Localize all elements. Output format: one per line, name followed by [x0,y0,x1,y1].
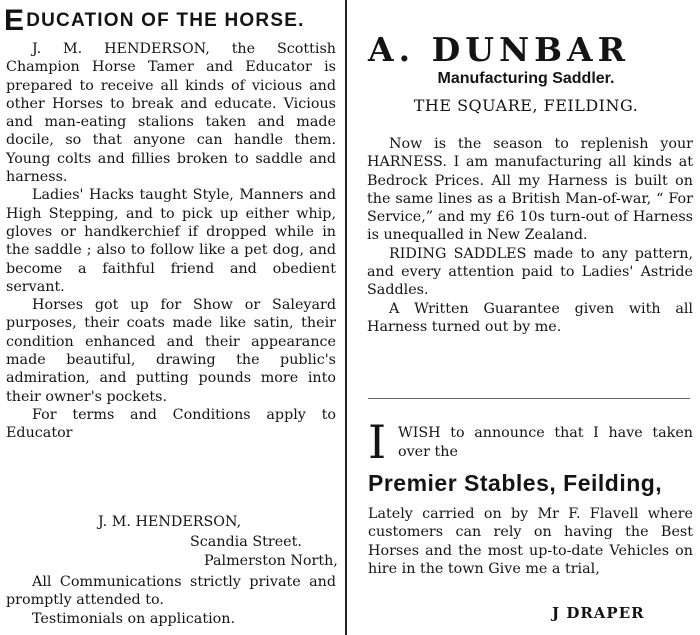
education-closing [6,573,336,628]
stables-headline: Premier Stables, Feilding, [368,470,663,496]
stables-body: Lately carried on by Mr F. Flavell where customers can rely on having the Best Horses and the most up-to-date Vehicles on hire in the town Give me a trial, [368,506,693,577]
dunbar-title: A. DUNBAR [368,30,631,69]
ad-separator [368,398,690,399]
education-para-3: Horses got up for Show or Saleyard purposes, their coats made like satin, their condition enhanced and their appearance made beautiful, drawing the public's admiration, and putting pounds more into their owner's pockets. [6,297,336,405]
closing-line-1: All Communications strictly private and promptly attended to. [6,574,336,609]
dunbar-subtitle: Manufacturing Saddler. [437,70,615,87]
dunbar-address: THE SQUARE, FEILDING. [413,96,639,115]
title-rest: DUCATION OF THE HORSE. [26,10,305,31]
education-para-1: J. M. HENDERSON, the Scottish Champion Horse Tamer and Educator is prepared to receive all kinds of vicious and other Horses to break and educate. Vicious and man-eating stalions taken and made docile, so that anyone can handle them. Young colts and fillies broken to saddle and harness. [6,41,336,186]
title-initial: E [4,4,26,37]
education-para-2: Ladies' Hacks taught Style, Manners and High Stepping, and to pick up either whip, gloves or handkerchief if dropped while in the saddle ; also to follow like a pet dog, and become a faithful friend and obedient servant. [6,187,336,295]
signature-town: Palmerston North, [204,553,338,569]
column-divider [345,0,347,635]
education-ad-body [6,40,336,443]
stables-dropcap: I [368,415,387,469]
stables-intro-text: WISH to announce that I have taken over the [398,425,693,460]
dunbar-body [367,135,693,336]
dunbar-para-2: RIDING SADDLES made to any pattern, and every attention paid to Ladies' Astride Saddles. [367,245,693,299]
closing-line-2: Testimonials on application. [32,610,236,627]
dunbar-para-3: A Written Guarantee given with all Harness turned out by me. [367,300,693,335]
stables-signature: J DRAPER [552,604,645,622]
dunbar-para-1: Now is the season to replenish your HARNESS. I am manufacturing all kinds at Bedrock Prices. All my Harness is built on the same lines as a British Man-of-war, “ For Service,” and my £6 10s turn-out of Harness is unequalled in New Zealand. [367,136,693,244]
education-para-4: For terms and Conditions apply to Educator [6,406,336,442]
signature-street: Scandia Street. [190,534,302,550]
education-ad-title [4,4,334,38]
signature-name: J. M. HENDERSON, [98,514,242,530]
